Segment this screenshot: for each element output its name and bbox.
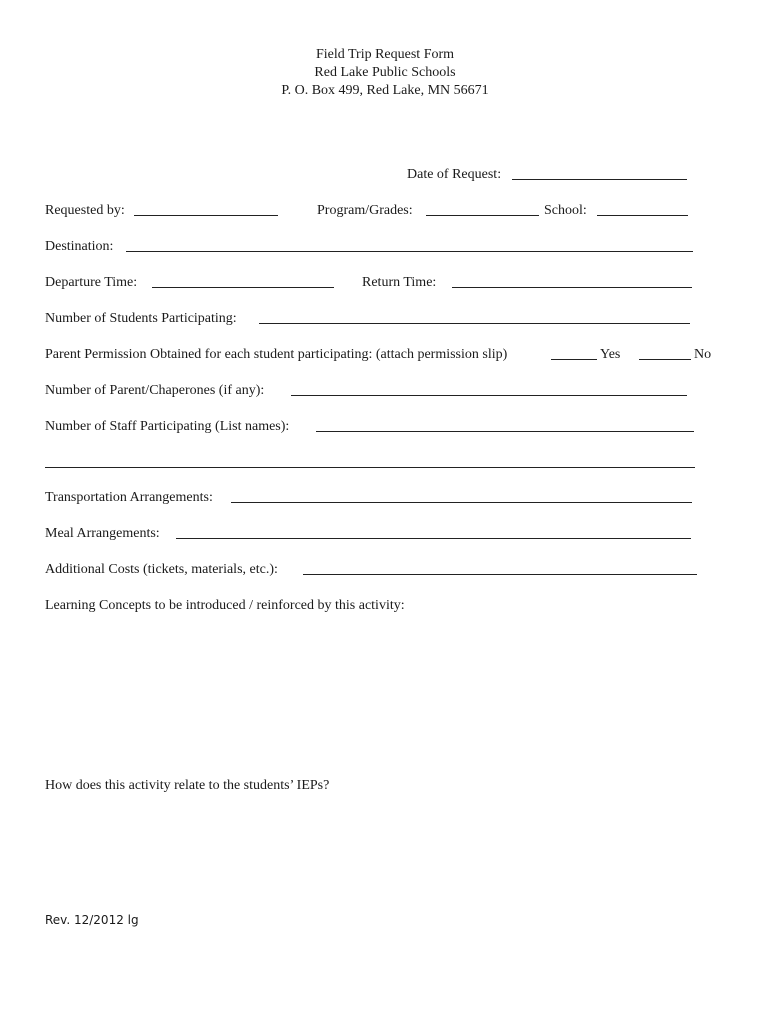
num-students-field[interactable] bbox=[259, 323, 690, 324]
learning-concepts-label: Learning Concepts to be introduced / reinforced by this activity: bbox=[45, 598, 405, 613]
destination-label: Destination: bbox=[45, 239, 114, 254]
date-of-request-label: Date of Request: bbox=[407, 167, 502, 182]
num-staff-label: Number of Staff Participating (List names): bbox=[45, 419, 290, 434]
requested-by-label: Requested by: bbox=[45, 203, 125, 218]
form-title: Field Trip Request Form bbox=[315, 47, 455, 62]
departure-time-field[interactable] bbox=[152, 287, 334, 288]
form-header bbox=[0, 46, 770, 100]
additional-costs-field[interactable] bbox=[303, 574, 697, 575]
parent-permission-label: Parent Permission Obtained for each student participating: (attach permission slip) bbox=[45, 347, 508, 362]
program-grades-label: Program/Grades: bbox=[317, 203, 413, 218]
destination-field[interactable] bbox=[126, 251, 693, 252]
meal-label: Meal Arrangements: bbox=[45, 526, 160, 541]
permission-no-field[interactable] bbox=[639, 359, 691, 360]
program-grades-field[interactable] bbox=[426, 215, 539, 216]
district-name: Red Lake Public Schools bbox=[314, 65, 456, 80]
num-staff-field[interactable] bbox=[316, 431, 694, 432]
meal-field[interactable] bbox=[176, 538, 691, 539]
num-students-label: Number of Students Participating: bbox=[45, 311, 237, 326]
school-label: School: bbox=[544, 203, 587, 218]
permission-yes-label: Yes bbox=[600, 347, 621, 362]
district-address: P. O. Box 499, Red Lake, MN 56671 bbox=[281, 83, 489, 98]
num-chaperones-field[interactable] bbox=[291, 395, 687, 396]
num-chaperones-label: Number of Parent/Chaperones (if any): bbox=[45, 383, 265, 398]
transportation-label: Transportation Arrangements: bbox=[45, 490, 213, 505]
revision-note: Rev. 12/2012 lg bbox=[45, 913, 139, 927]
transportation-field[interactable] bbox=[231, 502, 692, 503]
date-of-request-field[interactable] bbox=[512, 179, 687, 180]
return-time-label: Return Time: bbox=[362, 275, 437, 290]
school-field[interactable] bbox=[597, 215, 688, 216]
ieps-answer-area[interactable] bbox=[45, 800, 695, 900]
staff-names-field[interactable] bbox=[45, 467, 695, 468]
permission-no-label: No bbox=[694, 347, 712, 362]
permission-yes-field[interactable] bbox=[551, 359, 597, 360]
additional-costs-label: Additional Costs (tickets, materials, etc.): bbox=[45, 562, 278, 577]
requested-by-field[interactable] bbox=[134, 215, 278, 216]
ieps-question-label: How does this activity relate to the students’ IEPs? bbox=[45, 778, 330, 793]
departure-time-label: Departure Time: bbox=[45, 275, 138, 290]
return-time-field[interactable] bbox=[452, 287, 692, 288]
learning-concepts-area[interactable] bbox=[45, 620, 695, 770]
